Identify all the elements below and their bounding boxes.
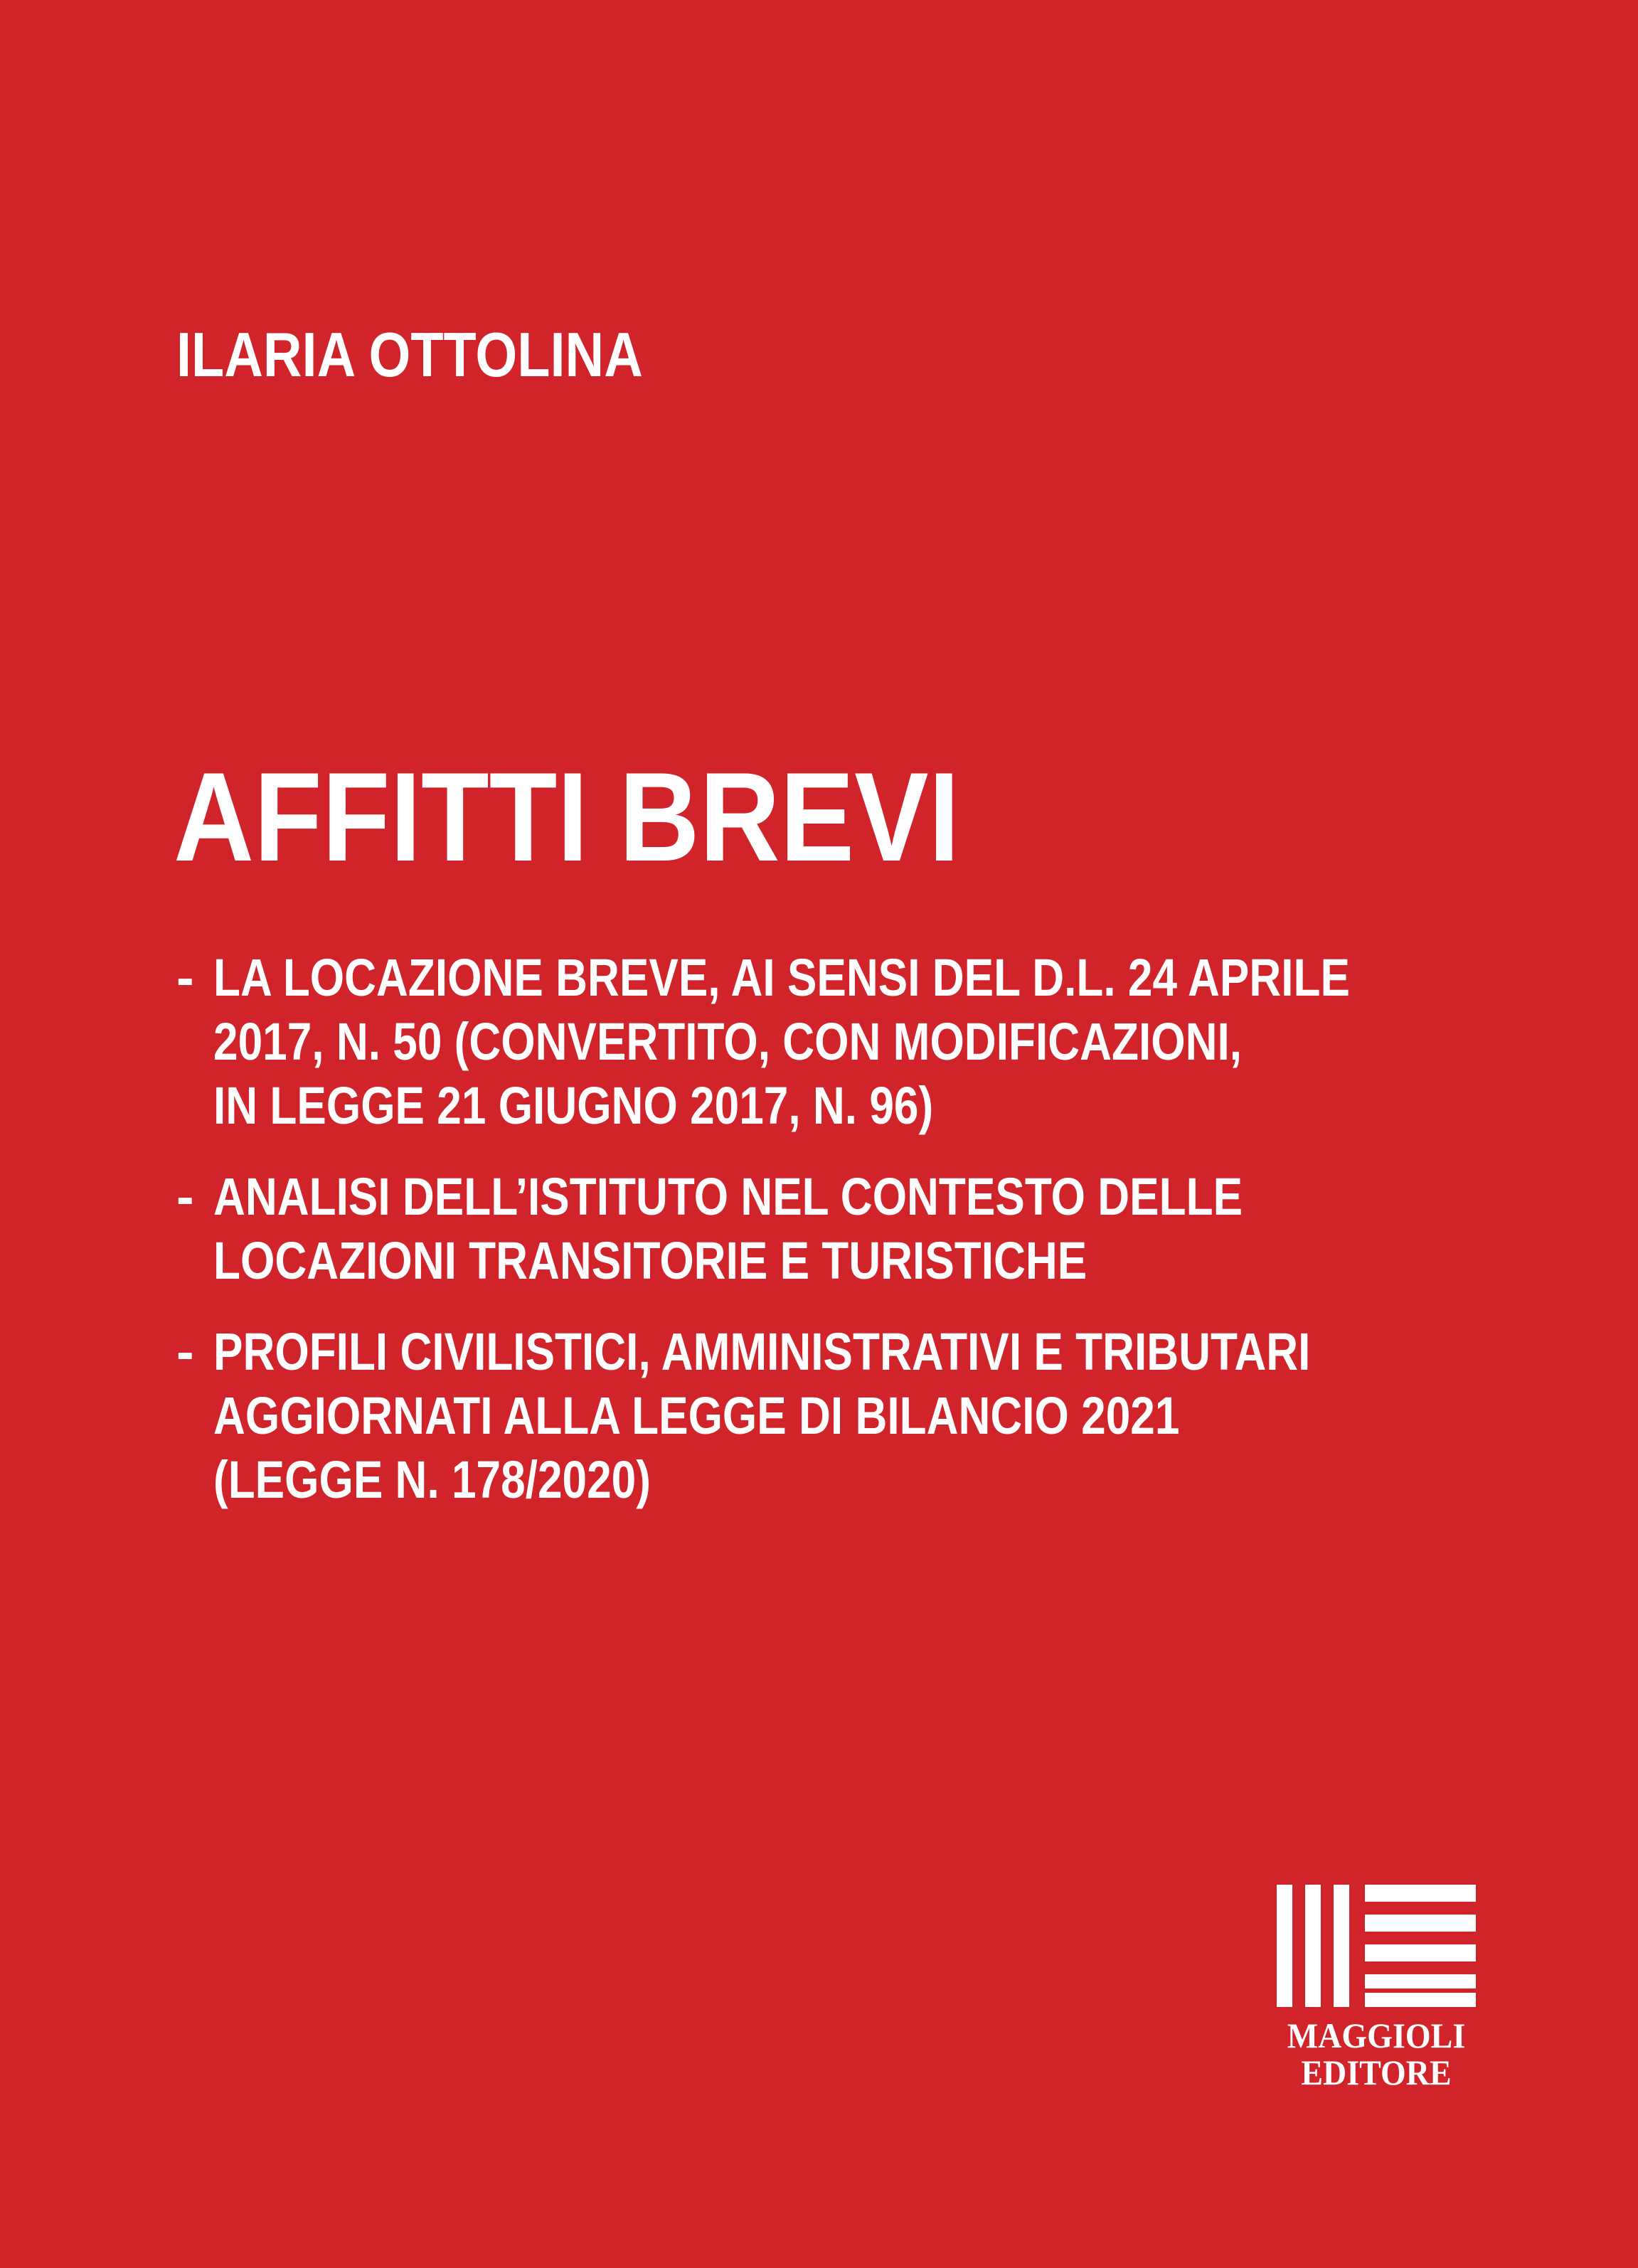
bullet-line: AGGIORNATI ALLA LEGGE DI BILANCIO 2021 bbox=[213, 1386, 1180, 1445]
publisher-name-line1: MAGGIOLI bbox=[1287, 2016, 1466, 2055]
bullet-line: (LEGGE N. 178/2020) bbox=[213, 1450, 651, 1509]
bullet-dash: - bbox=[176, 1322, 194, 1381]
bullet-item-2 bbox=[176, 1165, 1599, 1293]
publisher-name-line2: EDITORE bbox=[1301, 2053, 1452, 2092]
bullet-item-1 bbox=[176, 946, 1599, 1138]
bullet-line: LOCAZIONI TRANSITORIE E TURISTICHE bbox=[213, 1231, 1087, 1290]
bullet-line: PROFILI CIVILISTICI, AMMINISTRATIVI E TRIBUTARI bbox=[213, 1322, 1311, 1381]
bullet-dash: - bbox=[176, 1167, 194, 1226]
bullet-line: IN LEGGE 21 GIUGNO 2017, N. 96) bbox=[213, 1076, 934, 1135]
bullet-line: ANALISI DELL’ISTITUTO NEL CONTESTO DELLE bbox=[213, 1167, 1243, 1226]
author-name: ILARIA OTTOLINA bbox=[176, 319, 643, 390]
book-title: AFFITTI BREVI bbox=[174, 746, 960, 888]
subtitle-bullet-list bbox=[176, 946, 1599, 1539]
maggioli-logo-mark-icon bbox=[1277, 1885, 1476, 2007]
publisher-logo bbox=[1277, 1885, 1476, 2091]
bullet-item-3 bbox=[176, 1320, 1599, 1512]
bullet-line: 2017, N. 50 (CONVERTITO, CON MODIFICAZIONI, bbox=[213, 1012, 1243, 1071]
bullet-line: LA LOCAZIONE BREVE, AI SENSI DEL D.L. 24 APRILE bbox=[213, 948, 1350, 1007]
bullet-dash: - bbox=[176, 948, 194, 1007]
